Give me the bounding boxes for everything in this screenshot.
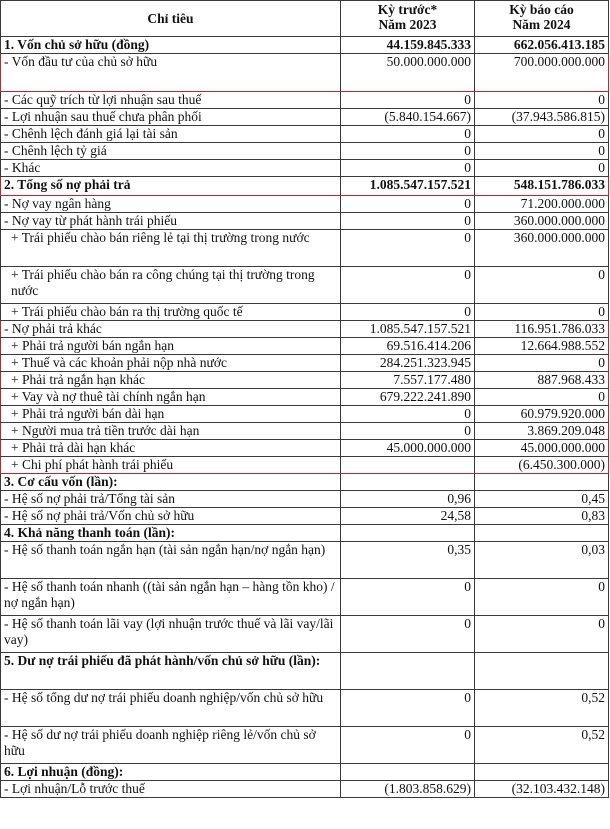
header-cur-period	[475, 1, 609, 37]
header-cur-label: Kỳ báo cáo	[509, 2, 574, 17]
header-prev-period	[341, 1, 475, 37]
table-row-highlighted: 2. Tổng số nợ phải trả 1.085.547.157.521 548.151.786.033	[1, 177, 609, 196]
header-prev-year: Năm 2023	[378, 17, 437, 32]
table-header-row	[1, 1, 609, 37]
table-row: - Các quỹ trích từ lợi nhuận sau thuế 0 0	[1, 92, 609, 109]
table-row-group-highlighted: + Chi phí phát hành trái phiếu (6.450.300.000)	[1, 457, 609, 474]
table-row: - Hệ số dư nợ trái phiếu doanh nghiệp riêng lẻ/vốn chủ sở hữu 0 0,52	[1, 727, 609, 764]
header-indicator: Chỉ tiêu	[1, 1, 341, 37]
table-row: + Trái phiếu chào bán ra thị trường quốc tế 0 0	[1, 304, 609, 321]
header-prev-label: Kỳ trước*	[377, 2, 438, 17]
table-row-group-highlighted: + Phải trả ngắn hạn khác 7.557.177.480 887.968.433	[1, 372, 609, 389]
table-row: - Chênh lệch tỷ giá 0 0	[1, 143, 609, 160]
table-row: - Nợ vay ngân hàng 0 71.200.000.000	[1, 196, 609, 213]
table-row: - Hệ số nợ phải trả/Vốn chủ sở hữu 24,58 0,83	[1, 508, 609, 525]
table-row: - Hệ số thanh toán lãi vay (lợi nhuận trước thuế và lãi vay/lãi vay) 0 0	[1, 616, 609, 653]
table-row: + Trái phiếu chào bán riêng lẻ tại thị trường trong nước 0 360.000.000.000	[1, 230, 609, 267]
table-row-section: 5. Dư nợ trái phiếu đã phát hành/vốn chủ sở hữu (lần):	[1, 653, 609, 690]
header-cur-year: Năm 2024	[512, 17, 571, 32]
table-row: + Trái phiếu chào bán ra công chúng tại thị trường trong nước 0 0	[1, 267, 609, 304]
table-row-group-highlighted: + Vay và nợ thuê tài chính ngắn hạn 679.222.241.890 0	[1, 389, 609, 406]
table-row-group-highlighted: - Nợ phải trả khác 1.085.547.157.521 116.951.786.033	[1, 321, 609, 338]
table-row: - Lợi nhuận sau thuế chưa phân phối (5.840.154.667) (37.943.586.815)	[1, 109, 609, 126]
table-row-highlighted: - Vốn đầu tư của chủ sở hữu 50.000.000.000 700.000.000.000	[1, 54, 609, 92]
table-row-group-highlighted: + Phải trả dài hạn khác 45.000.000.000 45.000.000.000	[1, 440, 609, 457]
table-row: - Hệ số thanh toán nhanh ((tài sản ngắn hạn – hàng tồn kho) / nợ ngắn hạn) 0 0	[1, 579, 609, 616]
table-row: - Lợi nhuận/Lỗ trước thuế (1.803.858.629) (32.103.432.148)	[1, 781, 609, 798]
table-row: 1. Vốn chủ sở hữu (đồng) 44.159.845.333 662.056.413.185	[1, 37, 609, 54]
table-row-section: 6. Lợi nhuận (đồng):	[1, 764, 609, 781]
table-row: - Hệ số tổng dư nợ trái phiếu doanh nghiệp/vốn chủ sở hữu 0 0,52	[1, 690, 609, 727]
table-row: - Nợ vay từ phát hành trái phiếu 0 360.000.000.000	[1, 213, 609, 230]
table-row: - Khác 0 0	[1, 160, 609, 177]
table-row: - Hệ số thanh toán ngắn hạn (tài sản ngắn hạn/nợ ngắn hạn) 0,35 0,03	[1, 542, 609, 579]
table-row-group-highlighted: + Phải trả người bán ngắn hạn 69.516.414.206 12.664.988.552	[1, 338, 609, 355]
table-row: - Hệ số nợ phải trả/Tổng tài sản 0,96 0,45	[1, 491, 609, 508]
table-row-group-highlighted: + Người mua trả tiền trước dài hạn 0 3.869.209.048	[1, 423, 609, 440]
table-row-group-highlighted: + Phải trả người bán dài hạn 0 60.979.920.000	[1, 406, 609, 423]
table-row-group-highlighted: + Thuế và các khoản phải nộp nhà nước 284.251.323.945 0	[1, 355, 609, 372]
table-row-section: 3. Cơ cấu vốn (lần):	[1, 474, 609, 491]
table-row: - Chênh lệch đánh giá lại tài sản 0 0	[1, 126, 609, 143]
table-row-section: 4. Khả năng thanh toán (lần):	[1, 525, 609, 542]
